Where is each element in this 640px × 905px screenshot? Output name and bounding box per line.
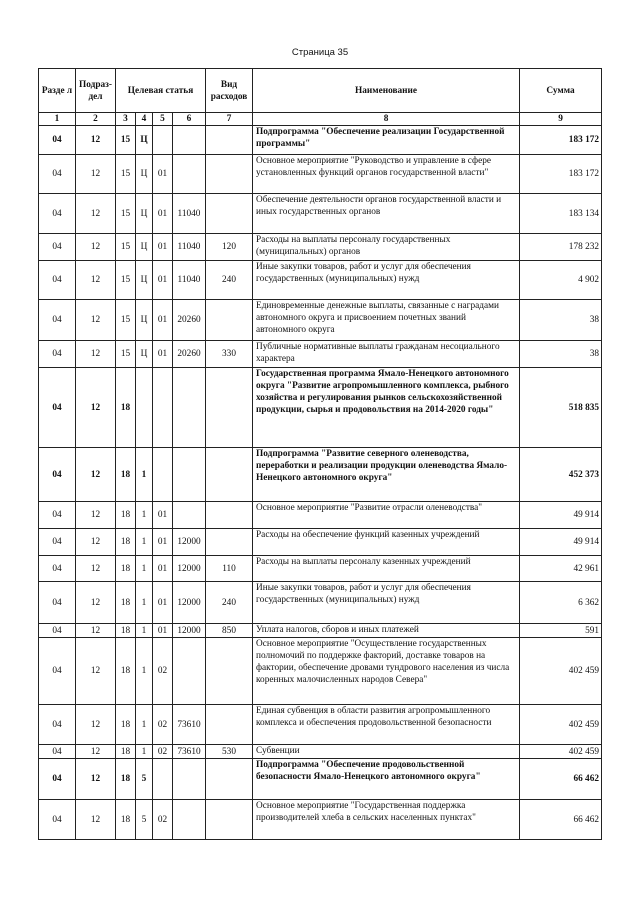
name-cell: Публичные нормативные выплаты гражданам несоциального характера	[253, 341, 520, 368]
expense-type-cell	[206, 155, 253, 194]
razdel-cell: 04	[39, 194, 76, 234]
event-code-cell: 02	[153, 800, 173, 840]
subprogram-code-cell: 1	[136, 582, 153, 624]
direction-code-cell	[173, 638, 206, 705]
program-code-cell: 18	[116, 502, 136, 529]
program-code-cell: 18	[116, 556, 136, 582]
header-naimenovanie: Наименование	[253, 69, 520, 113]
expense-type-cell	[206, 126, 253, 155]
table-row	[39, 582, 602, 624]
expense-type-cell	[206, 705, 253, 745]
expense-type-cell	[206, 368, 253, 448]
amount-cell: 178 232	[520, 234, 602, 261]
name-cell: Основное мероприятие "Государственная поддержка производителей хлеба в сельских населенных пунктах"	[253, 800, 520, 840]
event-code-cell: 01	[153, 155, 173, 194]
table-row	[39, 638, 602, 705]
amount-cell: 183 172	[520, 155, 602, 194]
direction-code-cell: 73610	[173, 705, 206, 745]
razdel-cell: 04	[39, 341, 76, 368]
col-number: 6	[173, 113, 206, 126]
program-code-cell: 18	[116, 624, 136, 638]
event-code-cell: 01	[153, 624, 173, 638]
program-code-cell: 18	[116, 759, 136, 800]
name-cell: Иные закупки товаров, работ и услуг для обеспечения государственных (муниципальных) нужд	[253, 261, 520, 300]
subprogram-code-cell: 1	[136, 638, 153, 705]
expense-type-cell: 240	[206, 582, 253, 624]
name-cell: Единая субвенция в области развития агропромышленного комплекса и обеспечения продовольственной безопасности	[253, 705, 520, 745]
podrazdel-cell: 12	[76, 194, 116, 234]
razdel-cell: 04	[39, 759, 76, 800]
event-code-cell: 01	[153, 529, 173, 556]
razdel-cell: 04	[39, 800, 76, 840]
name-cell: Единовременные денежные выплаты, связанные с наградами автономного округа и присвоением почетных званий автономного округа	[253, 300, 520, 341]
table-row	[39, 234, 602, 261]
program-code-cell: 15	[116, 261, 136, 300]
event-code-cell: 01	[153, 234, 173, 261]
program-code-cell: 18	[116, 638, 136, 705]
direction-code-cell: 11040	[173, 194, 206, 234]
direction-code-cell	[173, 759, 206, 800]
expense-type-cell	[206, 448, 253, 502]
podrazdel-cell: 12	[76, 705, 116, 745]
name-cell: Обеспечение деятельности органов государственной власти и иных государственных органов	[253, 194, 520, 234]
table-row	[39, 705, 602, 745]
direction-code-cell: 20260	[173, 341, 206, 368]
table-body	[39, 126, 602, 840]
table-row	[39, 529, 602, 556]
direction-code-cell: 12000	[173, 624, 206, 638]
amount-cell: 66 462	[520, 800, 602, 840]
event-code-cell	[153, 368, 173, 448]
amount-cell: 66 462	[520, 759, 602, 800]
subprogram-code-cell: Ц	[136, 194, 153, 234]
col-number: 8	[253, 113, 520, 126]
amount-cell: 183 172	[520, 126, 602, 155]
amount-cell: 402 459	[520, 638, 602, 705]
expense-type-cell: 530	[206, 745, 253, 759]
direction-code-cell	[173, 155, 206, 194]
col-number: 7	[206, 113, 253, 126]
podrazdel-cell: 12	[76, 341, 116, 368]
event-code-cell: 01	[153, 556, 173, 582]
header-summa: Сумма	[520, 69, 602, 113]
col-number: 9	[520, 113, 602, 126]
name-cell: Подпрограмма "Развитие северного оленеводства, переработки и реализации продукции оленеводства Ямало-Ненецкого автономного округа"	[253, 448, 520, 502]
podrazdel-cell: 12	[76, 759, 116, 800]
event-code-cell: 02	[153, 638, 173, 705]
header-podrazdel: Подраз-дел	[76, 69, 116, 113]
expense-type-cell	[206, 638, 253, 705]
page-number: Страница 35	[291, 47, 349, 58]
event-code-cell: 01	[153, 582, 173, 624]
subprogram-code-cell: Ц	[136, 126, 153, 155]
amount-cell: 183 134	[520, 194, 602, 234]
razdel-cell: 04	[39, 582, 76, 624]
direction-code-cell: 73610	[173, 745, 206, 759]
podrazdel-cell: 12	[76, 300, 116, 341]
table-row	[39, 502, 602, 529]
direction-code-cell	[173, 800, 206, 840]
razdel-cell: 04	[39, 261, 76, 300]
subprogram-code-cell: 5	[136, 800, 153, 840]
table-row	[39, 800, 602, 840]
amount-cell: 402 459	[520, 745, 602, 759]
program-code-cell: 18	[116, 448, 136, 502]
header-vid-rashodov: Вид расходов	[206, 69, 253, 113]
table-row	[39, 300, 602, 341]
name-cell: Государственная программа Ямало-Ненецкого автономного округа "Развитие агропромышленного комплекса, рыбного хозяйства и регулирования рынков сельскохозяйственной продукции, сырья и продовольствия на 2014-2020 годы"	[253, 368, 520, 448]
amount-cell: 49 914	[520, 529, 602, 556]
subprogram-code-cell: 1	[136, 624, 153, 638]
program-code-cell: 15	[116, 126, 136, 155]
name-cell: Основное мероприятие "Развитие отрасли оленеводства"	[253, 502, 520, 529]
expense-type-cell: 120	[206, 234, 253, 261]
subprogram-code-cell: Ц	[136, 155, 153, 194]
amount-cell: 402 459	[520, 705, 602, 745]
table-row	[39, 448, 602, 502]
event-code-cell: 01	[153, 261, 173, 300]
subprogram-code-cell	[136, 368, 153, 448]
program-code-cell: 18	[116, 705, 136, 745]
podrazdel-cell: 12	[76, 638, 116, 705]
name-cell: Основное мероприятие "Руководство и управление в сфере установленных функций органов государственной власти"	[253, 155, 520, 194]
amount-cell: 42 961	[520, 556, 602, 582]
subprogram-code-cell: 1	[136, 705, 153, 745]
col-number: 5	[153, 113, 173, 126]
razdel-cell: 04	[39, 705, 76, 745]
name-cell: Основное мероприятие "Осуществление государственных полномочий по поддержке факторий, доставке товаров на фактории, обеспечение дровами тундрового населения из числа коренных малочисленных народов Севера"	[253, 638, 520, 705]
event-code-cell	[153, 759, 173, 800]
name-cell: Иные закупки товаров, работ и услуг для обеспечения государственных (муниципальных) нужд	[253, 582, 520, 624]
table-row	[39, 341, 602, 368]
podrazdel-cell: 12	[76, 582, 116, 624]
col-number: 3	[116, 113, 136, 126]
podrazdel-cell: 12	[76, 234, 116, 261]
program-code-cell: 15	[116, 300, 136, 341]
expense-type-cell	[206, 194, 253, 234]
subprogram-code-cell: 1	[136, 529, 153, 556]
expense-type-cell: 850	[206, 624, 253, 638]
razdel-cell: 04	[39, 638, 76, 705]
expense-type-cell: 240	[206, 261, 253, 300]
expense-type-cell	[206, 502, 253, 529]
event-code-cell: 01	[153, 502, 173, 529]
subprogram-code-cell: Ц	[136, 234, 153, 261]
podrazdel-cell: 12	[76, 126, 116, 155]
column-number-row	[39, 113, 602, 126]
table-row	[39, 556, 602, 582]
podrazdel-cell: 12	[76, 529, 116, 556]
razdel-cell: 04	[39, 624, 76, 638]
razdel-cell: 04	[39, 234, 76, 261]
table-row	[39, 194, 602, 234]
subprogram-code-cell: Ц	[136, 261, 153, 300]
subprogram-code-cell: 1	[136, 745, 153, 759]
podrazdel-cell: 12	[76, 800, 116, 840]
razdel-cell: 04	[39, 556, 76, 582]
expense-type-cell	[206, 800, 253, 840]
subprogram-code-cell: 5	[136, 759, 153, 800]
razdel-cell: 04	[39, 126, 76, 155]
expense-type-cell	[206, 759, 253, 800]
razdel-cell: 04	[39, 155, 76, 194]
amount-cell: 4 902	[520, 261, 602, 300]
razdel-cell: 04	[39, 529, 76, 556]
col-number: 4	[136, 113, 153, 126]
amount-cell: 38	[520, 300, 602, 341]
col-number: 1	[39, 113, 76, 126]
program-code-cell: 18	[116, 745, 136, 759]
podrazdel-cell: 12	[76, 261, 116, 300]
table-row	[39, 126, 602, 155]
name-cell: Расходы на выплаты персоналу казенных учреждений	[253, 556, 520, 582]
subprogram-code-cell: 1	[136, 502, 153, 529]
direction-code-cell	[173, 502, 206, 529]
program-code-cell: 15	[116, 341, 136, 368]
subprogram-code-cell: 1	[136, 448, 153, 502]
expense-type-cell: 110	[206, 556, 253, 582]
program-code-cell: 15	[116, 234, 136, 261]
amount-cell: 591	[520, 624, 602, 638]
event-code-cell: 01	[153, 300, 173, 341]
razdel-cell: 04	[39, 448, 76, 502]
name-cell: Субвенции	[253, 745, 520, 759]
direction-code-cell: 12000	[173, 582, 206, 624]
direction-code-cell: 12000	[173, 529, 206, 556]
event-code-cell: 02	[153, 705, 173, 745]
direction-code-cell	[173, 126, 206, 155]
name-cell: Расходы на выплаты персоналу государственных (муниципальных) органов	[253, 234, 520, 261]
amount-cell: 452 373	[520, 448, 602, 502]
direction-code-cell: 11040	[173, 234, 206, 261]
direction-code-cell	[173, 368, 206, 448]
budget-table	[38, 68, 602, 840]
amount-cell: 49 914	[520, 502, 602, 529]
subprogram-code-cell: Ц	[136, 341, 153, 368]
podrazdel-cell: 12	[76, 368, 116, 448]
program-code-cell: 18	[116, 800, 136, 840]
name-cell: Подпрограмма "Обеспечение продовольственной безопасности Ямало-Ненецкого автономного округа"	[253, 759, 520, 800]
table-row	[39, 261, 602, 300]
razdel-cell: 04	[39, 300, 76, 341]
direction-code-cell: 11040	[173, 261, 206, 300]
podrazdel-cell: 12	[76, 745, 116, 759]
program-code-cell: 18	[116, 582, 136, 624]
direction-code-cell: 20260	[173, 300, 206, 341]
name-cell: Подпрограмма "Обеспечение реализации Государственной программы"	[253, 126, 520, 155]
amount-cell: 6 362	[520, 582, 602, 624]
event-code-cell: 01	[153, 341, 173, 368]
name-cell: Расходы на обеспечение функций казенных учреждений	[253, 529, 520, 556]
header-row	[39, 69, 602, 113]
header-razdel: Разде л	[39, 69, 76, 113]
event-code-cell	[153, 448, 173, 502]
expense-type-cell: 330	[206, 341, 253, 368]
program-code-cell: 18	[116, 529, 136, 556]
podrazdel-cell: 12	[76, 155, 116, 194]
event-code-cell	[153, 126, 173, 155]
podrazdel-cell: 12	[76, 448, 116, 502]
table-row	[39, 624, 602, 638]
podrazdel-cell: 12	[76, 556, 116, 582]
event-code-cell: 01	[153, 194, 173, 234]
amount-cell: 38	[520, 341, 602, 368]
razdel-cell: 04	[39, 502, 76, 529]
table-row	[39, 368, 602, 448]
razdel-cell: 04	[39, 368, 76, 448]
name-cell: Уплата налогов, сборов и иных платежей	[253, 624, 520, 638]
program-code-cell: 18	[116, 368, 136, 448]
expense-type-cell	[206, 300, 253, 341]
direction-code-cell: 12000	[173, 556, 206, 582]
podrazdel-cell: 12	[76, 624, 116, 638]
razdel-cell: 04	[39, 745, 76, 759]
direction-code-cell	[173, 448, 206, 502]
table-row	[39, 759, 602, 800]
table-row	[39, 155, 602, 194]
podrazdel-cell: 12	[76, 502, 116, 529]
subprogram-code-cell: 1	[136, 556, 153, 582]
event-code-cell: 02	[153, 745, 173, 759]
header-celevaya-statya: Целевая статья	[116, 69, 206, 113]
expense-type-cell	[206, 529, 253, 556]
table-row	[39, 745, 602, 759]
col-number: 2	[76, 113, 116, 126]
amount-cell: 518 835	[520, 368, 602, 448]
subprogram-code-cell: Ц	[136, 300, 153, 341]
program-code-cell: 15	[116, 155, 136, 194]
program-code-cell: 15	[116, 194, 136, 234]
